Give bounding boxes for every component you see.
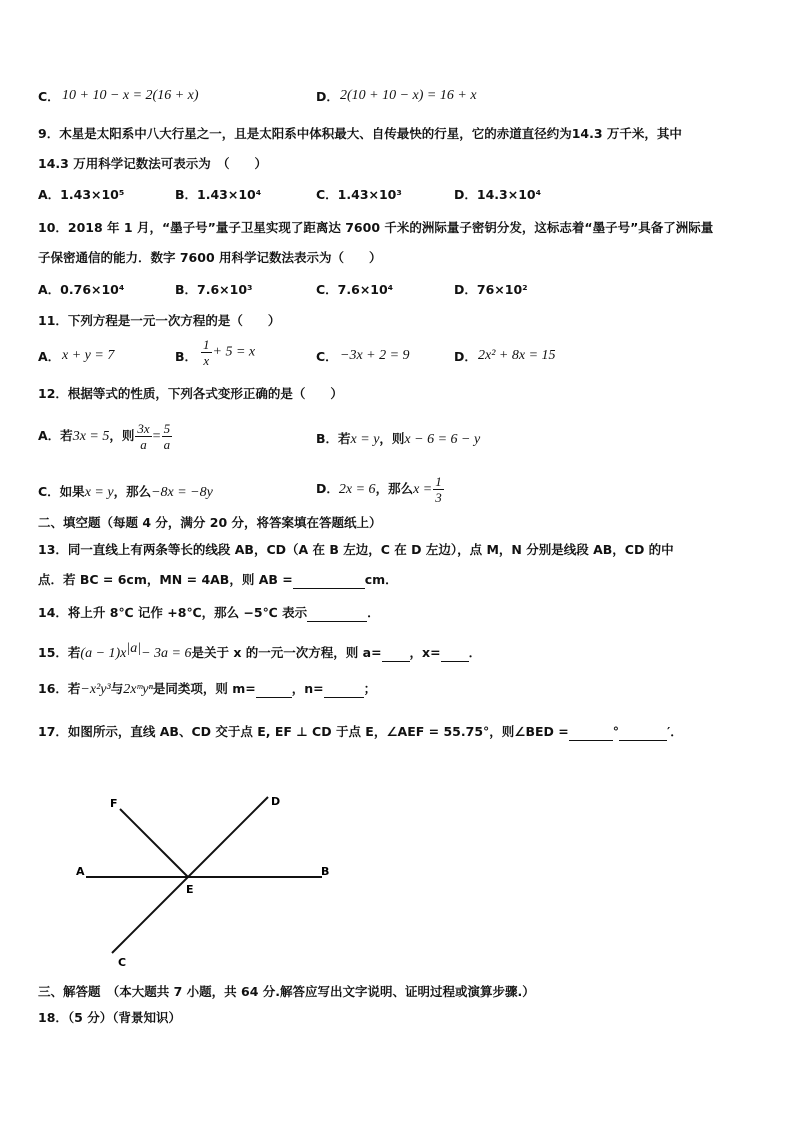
q13-stem-line1: 13．同一直线上有两条等长的线段 AB，CD（A 在 B 左边，C 在 D 左边），点 M，N 分别是线段 AB，CD 的中 xyxy=(38,542,674,557)
point-f-label: F xyxy=(110,797,118,810)
q11-option-c-expr: −3x + 2 = 9 xyxy=(340,348,410,363)
section-2-heading: 二、填空题（每题 4 分，满分 20 分，将答案填在答题纸上） xyxy=(38,515,382,530)
q11-option-a-label: A． xyxy=(38,349,61,364)
q12-option-d: D．2x = 6，那么x = $\frac{1}{3}$ xyxy=(316,474,442,505)
q9-option-d: D．14.3×10⁴ xyxy=(454,187,542,202)
q8-option-d-label: D． xyxy=(316,89,339,104)
q11-stem: 11．下列方程是一元一次方程的是（ ） xyxy=(38,313,281,328)
q10-stem-line2: 子保密通信的能力．数字 7600 用科学记数法表示为（ ） xyxy=(38,250,382,265)
q10-option-c: C．7.6×10⁴ xyxy=(316,282,394,297)
q8-option-c-expr: 10 + 10 − x = 2(16 + x) xyxy=(62,88,199,103)
q9-option-b: B．1.43×10⁴ xyxy=(175,187,262,202)
q11-option-a-expr: x + y = 7 xyxy=(62,348,115,363)
q10-option-b: B．7.6×10³ xyxy=(175,282,253,297)
point-d-label: D xyxy=(271,795,281,808)
q14-stem: 14．将上升 8℃ 记作 +8℃，那么 −5℃ 表示 ． xyxy=(38,605,380,620)
q16-stem: 16．若−x²y³与2xᵐyⁿ是同类项，则 m= ，n= ； xyxy=(38,681,377,697)
q9-stem-line1: 9．木星是太阳系中八大行星之一，且是太阳系中体积最大、自传最快的行星，它的赤道直径约为14.3 万千米，其中 xyxy=(38,126,682,141)
q9-option-c: C．1.43×10³ xyxy=(316,187,402,202)
q13-stem-line2: 点．若 BC = 6cm，MN = 4AB，则 AB = cm． xyxy=(38,572,398,587)
q11-option-d-expr: 2x² + 8x = 15 xyxy=(478,348,556,363)
q12-stem: 12．根据等式的性质，下列各式变形正确的是（ ） xyxy=(38,386,343,401)
ray-ef xyxy=(120,809,188,877)
q8-option-c-label: C． xyxy=(38,89,60,104)
q11-option-b-label: B． xyxy=(175,349,198,364)
q10-option-d: D．76×10² xyxy=(454,282,528,297)
q12-option-c: C．如果x = y，那么−8x = −8y xyxy=(38,484,213,500)
q10-option-a: A．0.76×10⁴ xyxy=(38,282,125,297)
q11-option-c-label: C． xyxy=(316,349,338,364)
q9-stem-line2: 14.3 万用科学记数法可表示为 （ ） xyxy=(38,156,267,171)
point-b-label: B xyxy=(321,865,330,878)
q9-option-a: A．1.43×10⁵ xyxy=(38,187,125,202)
q8-option-d-expr: 2(10 + 10 − x) = 16 + x xyxy=(340,88,477,103)
q18-stem: 18．（5 分）（背景知识） xyxy=(38,1010,181,1025)
q11-option-b-expr: $\frac{1}{x}$ + 5 = x xyxy=(203,337,256,368)
q12-option-b: B．若x = y，则x − 6 = 6 − y xyxy=(316,431,481,447)
q17-stem: 17．如图所示，直线 AB、CD 交于点 E, EF ⊥ CD 于点 E，∠AEF = 55.75°，则∠BED = ° ′． xyxy=(38,724,683,739)
line-cd xyxy=(112,797,268,953)
q10-stem-line1: 10．2018 年 1 月，“墨子号”量子卫星实现了距离达 7600 千米的洲际量子密钥分发，这标志着“墨子号”具备了洲际量 xyxy=(38,220,714,235)
section-3-heading: 三、解答题 （本大题共 7 小题，共 64 分.解答应写出文字说明、证明过程或演算步骤.） xyxy=(38,984,535,999)
q15-stem: 15．若$(a - 1)x^{|a|}- 3a = 6$是关于 x 的一元一次方程，则 a= ，x= ． xyxy=(38,641,482,662)
q11-option-d-label: D． xyxy=(454,349,477,364)
q11-option-b-fraction: $\frac{1}{x}$ xyxy=(203,337,210,368)
q12-option-a: A．若3x = 5，则 $\frac{3x}{a}$ = $\frac{5}{a}$ xyxy=(38,421,171,452)
point-e-label: E xyxy=(186,883,194,896)
point-c-label: C xyxy=(118,956,127,969)
point-a-label: A xyxy=(76,865,85,878)
